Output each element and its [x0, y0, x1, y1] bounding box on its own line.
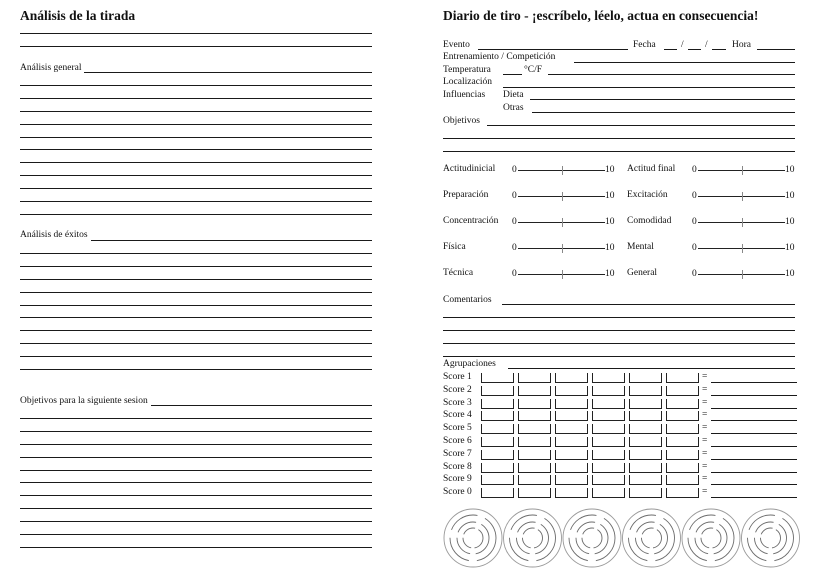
- entrenamiento-field[interactable]: [574, 62, 795, 63]
- score-total-field[interactable]: [711, 395, 797, 396]
- target-ring: [457, 522, 489, 554]
- notes-line[interactable]: [20, 162, 372, 163]
- score-box[interactable]: [481, 463, 514, 473]
- notes-line[interactable]: [20, 33, 372, 34]
- notes-line[interactable]: [20, 457, 372, 458]
- target-icon[interactable]: [742, 509, 800, 567]
- score-row: [443, 474, 795, 486]
- scale-max-label: 10: [785, 217, 795, 227]
- scale-max-label: 10: [785, 243, 795, 253]
- notes-line[interactable]: [20, 356, 372, 357]
- score-box[interactable]: [629, 475, 662, 485]
- score-box[interactable]: [629, 437, 662, 447]
- score-total-field[interactable]: [711, 484, 797, 485]
- notes-line[interactable]: [20, 279, 372, 280]
- scale-min-label: 0: [512, 217, 517, 227]
- scale-max-label: 10: [785, 165, 795, 175]
- equals-sign: =: [702, 487, 708, 497]
- rating-scale[interactable]: [512, 217, 616, 228]
- notes-line[interactable]: [20, 292, 372, 293]
- scale-max-label: 10: [605, 191, 615, 201]
- comentarios-line[interactable]: [443, 343, 795, 344]
- notes-line[interactable]: [20, 111, 372, 112]
- agrupaciones-label: Agrupaciones: [443, 359, 496, 369]
- left-page-title: Análisis de la tirada: [20, 8, 136, 23]
- notes-line[interactable]: [20, 508, 372, 509]
- equals-sign: =: [702, 474, 708, 484]
- scale-min-label: 0: [692, 243, 697, 253]
- rating-label: Comodidad: [627, 216, 672, 226]
- otras-field[interactable]: [532, 112, 795, 113]
- hora-label: Hora: [732, 40, 751, 50]
- score-box[interactable]: [481, 424, 514, 434]
- score-box[interactable]: [481, 373, 514, 383]
- equals-sign: =: [702, 398, 708, 408]
- target-ring: [463, 528, 483, 548]
- section-field[interactable]: [84, 72, 372, 73]
- equals-sign: =: [702, 449, 708, 459]
- score-box[interactable]: [592, 399, 625, 409]
- score-box[interactable]: [629, 488, 662, 498]
- score-box[interactable]: [555, 450, 588, 460]
- target-icon[interactable]: [623, 509, 681, 567]
- score-row: [443, 449, 795, 461]
- temperatura-label: Temperatura: [443, 65, 491, 75]
- target-ring: [682, 509, 740, 567]
- scale-min-label: 0: [512, 243, 517, 253]
- rating-scale[interactable]: [692, 191, 796, 202]
- scale-min-label: 0: [692, 165, 697, 175]
- temperatura-notes-field[interactable]: [548, 74, 795, 75]
- score-total-field[interactable]: [711, 472, 797, 473]
- temperatura-field[interactable]: [503, 74, 522, 75]
- score-label: Score 4: [443, 410, 472, 420]
- rating-scale[interactable]: [692, 243, 796, 254]
- score-row: [443, 436, 795, 448]
- rating-label: Física: [443, 242, 466, 252]
- score-box[interactable]: [518, 450, 551, 460]
- objetivos-line[interactable]: [443, 151, 795, 152]
- score-row: [443, 398, 795, 410]
- score-row: [443, 462, 795, 474]
- influencias-label: Influencias: [443, 90, 486, 100]
- score-box[interactable]: [629, 373, 662, 383]
- rating-scale[interactable]: [692, 217, 796, 228]
- score-box[interactable]: [518, 411, 551, 421]
- score-box[interactable]: [666, 399, 699, 409]
- notes-line[interactable]: [20, 149, 372, 150]
- scale-min-label: 0: [692, 269, 697, 279]
- target-ring: [695, 522, 727, 554]
- evento-field[interactable]: [478, 49, 628, 50]
- target-ring: [444, 509, 502, 567]
- notes-line[interactable]: [20, 495, 372, 496]
- score-box[interactable]: [555, 411, 588, 421]
- notes-line[interactable]: [20, 305, 372, 306]
- rating-scale[interactable]: [692, 269, 796, 280]
- rating-label: Mental: [627, 242, 654, 252]
- score-total-field[interactable]: [711, 446, 797, 447]
- score-box[interactable]: [481, 437, 514, 447]
- score-box[interactable]: [518, 373, 551, 383]
- scale-midpoint-tick: [562, 192, 563, 201]
- scale-max-label: 10: [605, 165, 615, 175]
- notes-line[interactable]: [20, 46, 372, 47]
- rating-label: Actitudinicial: [443, 164, 496, 174]
- fecha-separator: /: [705, 40, 708, 50]
- scale-midpoint-tick: [742, 166, 743, 175]
- score-box[interactable]: [555, 437, 588, 447]
- scale-midpoint-tick: [562, 218, 563, 227]
- scale-max-label: 10: [785, 269, 795, 279]
- score-box[interactable]: [518, 386, 551, 396]
- scale-min-label: 0: [692, 217, 697, 227]
- equals-sign: =: [702, 423, 708, 433]
- target-icon[interactable]: [563, 509, 621, 567]
- score-label: Score 7: [443, 449, 472, 459]
- notes-line[interactable]: [20, 175, 372, 176]
- target-diagrams: [443, 505, 803, 571]
- score-box[interactable]: [592, 475, 625, 485]
- score-box[interactable]: [518, 424, 551, 434]
- equals-sign: =: [702, 410, 708, 420]
- score-row: [443, 410, 795, 422]
- notes-line[interactable]: [20, 343, 372, 344]
- notes-line[interactable]: [20, 317, 372, 318]
- scale-max-label: 10: [605, 269, 615, 279]
- score-box[interactable]: [592, 450, 625, 460]
- score-box[interactable]: [555, 373, 588, 383]
- objetivos-label: Objetivos: [443, 116, 480, 126]
- rating-label: Actitud final: [627, 164, 676, 174]
- score-box[interactable]: [481, 475, 514, 485]
- target-ring: [504, 509, 562, 567]
- notes-line[interactable]: [20, 534, 372, 535]
- rating-scale[interactable]: [512, 269, 616, 280]
- targets-svg: [443, 505, 803, 571]
- score-box[interactable]: [666, 411, 699, 421]
- score-total-field[interactable]: [711, 433, 797, 434]
- scale-midpoint-tick: [742, 244, 743, 253]
- agrupaciones-field[interactable]: [508, 368, 795, 369]
- score-box[interactable]: [518, 437, 551, 447]
- score-box[interactable]: [592, 437, 625, 447]
- target-ring: [642, 528, 662, 548]
- fecha-label: Fecha: [633, 40, 656, 50]
- fecha-year-field[interactable]: [712, 49, 726, 50]
- score-box[interactable]: [666, 450, 699, 460]
- score-box[interactable]: [666, 373, 699, 383]
- scale-max-label: 10: [605, 217, 615, 227]
- notes-line[interactable]: [20, 201, 372, 202]
- notes-line[interactable]: [20, 444, 372, 445]
- score-box[interactable]: [555, 463, 588, 473]
- score-box[interactable]: [481, 399, 514, 409]
- dieta-field[interactable]: [530, 99, 795, 100]
- scale-min-label: 0: [692, 191, 697, 201]
- score-total-field[interactable]: [711, 497, 797, 498]
- temperatura-unit: °C/F: [524, 65, 543, 75]
- score-total-field[interactable]: [711, 420, 797, 421]
- comentarios-line[interactable]: [443, 330, 795, 331]
- score-box[interactable]: [518, 463, 551, 473]
- score-box[interactable]: [629, 386, 662, 396]
- score-box[interactable]: [555, 386, 588, 396]
- entrenamiento-label: Entrenamiento / Competición: [443, 52, 556, 62]
- equals-sign: =: [702, 372, 708, 382]
- target-ring: [582, 528, 602, 548]
- target-ring: [576, 522, 608, 554]
- score-box[interactable]: [666, 437, 699, 447]
- notes-line[interactable]: [20, 470, 372, 471]
- score-box[interactable]: [629, 424, 662, 434]
- score-total-field[interactable]: [711, 408, 797, 409]
- score-label: Score 8: [443, 462, 472, 472]
- rating-label: Preparación: [443, 190, 489, 200]
- score-box[interactable]: [555, 488, 588, 498]
- notes-line[interactable]: [20, 124, 372, 125]
- score-box[interactable]: [592, 463, 625, 473]
- notes-line[interactable]: [20, 188, 372, 189]
- notes-line[interactable]: [20, 330, 372, 331]
- score-label: Score 0: [443, 487, 472, 497]
- hora-field[interactable]: [757, 49, 795, 50]
- score-box[interactable]: [629, 411, 662, 421]
- rating-scale[interactable]: [512, 243, 616, 254]
- section-label-objetivos: Objetivos para la siguiente sesion: [20, 396, 148, 406]
- notes-line[interactable]: [20, 431, 372, 432]
- score-box[interactable]: [592, 488, 625, 498]
- score-box[interactable]: [666, 463, 699, 473]
- score-label: Score 2: [443, 385, 472, 395]
- objetivos-line[interactable]: [443, 138, 795, 139]
- score-box[interactable]: [555, 424, 588, 434]
- score-box[interactable]: [481, 411, 514, 421]
- comentarios-label: Comentarios: [443, 295, 492, 305]
- target-ring: [755, 522, 787, 554]
- notes-line[interactable]: [20, 521, 372, 522]
- scale-midpoint-tick: [562, 270, 563, 279]
- scale-min-label: 0: [512, 191, 517, 201]
- fecha-month-field[interactable]: [688, 49, 701, 50]
- fecha-separator: /: [681, 40, 684, 50]
- score-box[interactable]: [592, 373, 625, 383]
- fecha-day-field[interactable]: [664, 49, 677, 50]
- section-field[interactable]: [91, 240, 372, 241]
- score-box[interactable]: [555, 475, 588, 485]
- notes-line[interactable]: [20, 85, 372, 86]
- score-box[interactable]: [666, 475, 699, 485]
- score-box[interactable]: [518, 475, 551, 485]
- comentarios-line[interactable]: [443, 356, 795, 357]
- score-row: [443, 423, 795, 435]
- notes-line[interactable]: [20, 547, 372, 548]
- section-label-exitos: Análisis de éxitos: [20, 230, 88, 240]
- score-label: Score 6: [443, 436, 472, 446]
- score-total-field[interactable]: [711, 459, 797, 460]
- notes-line[interactable]: [20, 369, 372, 370]
- score-box[interactable]: [666, 424, 699, 434]
- score-row: [443, 385, 795, 397]
- right-page-title: Diario de tiro - ¡escríbelo, léelo, actua en consecuencia!: [443, 8, 759, 23]
- scale-min-label: 0: [512, 269, 517, 279]
- comentarios-field[interactable]: [502, 304, 795, 305]
- score-label: Score 1: [443, 372, 472, 382]
- target-ring: [623, 509, 681, 567]
- comentarios-line[interactable]: [443, 317, 795, 318]
- notes-line[interactable]: [20, 418, 372, 419]
- notes-line[interactable]: [20, 98, 372, 99]
- evento-label: Evento: [443, 40, 470, 50]
- target-ring: [563, 509, 621, 567]
- target-icon[interactable]: [682, 509, 740, 567]
- score-label: Score 9: [443, 474, 472, 484]
- target-ring: [761, 528, 781, 548]
- localizacion-label: Localización: [443, 77, 493, 87]
- score-box[interactable]: [555, 399, 588, 409]
- target-ring: [701, 528, 721, 548]
- score-row: [443, 487, 795, 499]
- score-box[interactable]: [629, 450, 662, 460]
- score-box[interactable]: [518, 399, 551, 409]
- score-total-field[interactable]: [711, 382, 797, 383]
- scale-midpoint-tick: [742, 270, 743, 279]
- score-box[interactable]: [481, 450, 514, 460]
- rating-label: Concentración: [443, 216, 499, 226]
- scale-midpoint-tick: [742, 192, 743, 201]
- rating-scale[interactable]: [692, 165, 796, 176]
- scale-max-label: 10: [785, 191, 795, 201]
- score-box[interactable]: [592, 386, 625, 396]
- target-ring: [636, 522, 668, 554]
- notes-line[interactable]: [20, 214, 372, 215]
- scale-midpoint-tick: [742, 218, 743, 227]
- score-box[interactable]: [592, 424, 625, 434]
- equals-sign: =: [702, 436, 708, 446]
- score-label: Score 3: [443, 398, 472, 408]
- notes-line[interactable]: [20, 137, 372, 138]
- notes-line[interactable]: [20, 253, 372, 254]
- scale-max-label: 10: [605, 243, 615, 253]
- notes-line[interactable]: [20, 266, 372, 267]
- otras-label: Otras: [503, 103, 524, 113]
- score-box[interactable]: [481, 386, 514, 396]
- score-box[interactable]: [629, 463, 662, 473]
- target-icon[interactable]: [444, 509, 502, 567]
- target-ring: [742, 509, 800, 567]
- rating-label: Técnica: [443, 268, 474, 278]
- scale-midpoint-tick: [562, 244, 563, 253]
- score-box[interactable]: [666, 386, 699, 396]
- notes-line[interactable]: [20, 482, 372, 483]
- equals-sign: =: [702, 385, 708, 395]
- target-ring: [523, 528, 543, 548]
- target-ring: [517, 522, 549, 554]
- dieta-label: Dieta: [503, 90, 524, 100]
- score-row: [443, 372, 795, 384]
- score-box[interactable]: [481, 488, 514, 498]
- objetivos-field[interactable]: [487, 125, 795, 126]
- scale-midpoint-tick: [562, 166, 563, 175]
- rating-scale[interactable]: [512, 191, 616, 202]
- score-label: Score 5: [443, 423, 472, 433]
- score-box[interactable]: [666, 488, 699, 498]
- scale-min-label: 0: [512, 165, 517, 175]
- equals-sign: =: [702, 462, 708, 472]
- section-field[interactable]: [151, 405, 372, 406]
- score-box[interactable]: [592, 411, 625, 421]
- rating-label: General: [627, 268, 658, 278]
- rating-scale[interactable]: [512, 165, 616, 176]
- score-box[interactable]: [518, 488, 551, 498]
- score-box[interactable]: [629, 399, 662, 409]
- target-icon[interactable]: [504, 509, 562, 567]
- localizacion-field[interactable]: [503, 87, 795, 88]
- rating-label: Excitación: [627, 190, 668, 200]
- section-label-general: Análisis general: [20, 63, 82, 73]
